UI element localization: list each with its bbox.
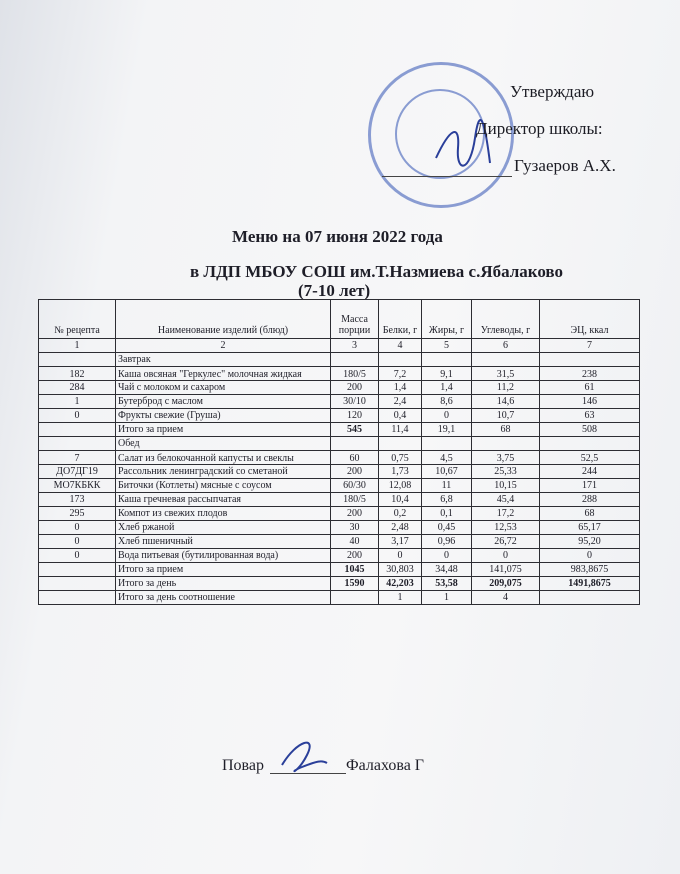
column-number: 1 [39, 339, 116, 353]
energy-value: 288 [540, 493, 640, 507]
carbs-value: 12,53 [472, 521, 540, 535]
subtotal-energy: 983,8675 [540, 563, 640, 577]
subtotal-protein: 11,4 [379, 423, 422, 437]
ratio-fat: 1 [422, 591, 472, 605]
energy-value: 68 [540, 507, 640, 521]
energy-value: 171 [540, 479, 640, 493]
portion-mass: 200 [331, 507, 379, 521]
column-number: 7 [540, 339, 640, 353]
fat-value: 9,1 [422, 367, 472, 381]
director-name: Гузаеров А.Х. [514, 156, 616, 175]
portion-mass: 60 [331, 451, 379, 465]
empty-cell [331, 591, 379, 605]
energy-value: 61 [540, 381, 640, 395]
subtotal-mass: 545 [331, 423, 379, 437]
empty-cell [39, 577, 116, 591]
header-protein: Белки, г [379, 300, 422, 339]
ratio-label: Итого за день соотношение [116, 591, 331, 605]
protein-value: 1,4 [379, 381, 422, 395]
fat-value: 0 [422, 549, 472, 563]
fat-value: 8,6 [422, 395, 472, 409]
column-number: 5 [422, 339, 472, 353]
section-row-breakfast [39, 353, 640, 367]
recipe-code: 0 [39, 535, 116, 549]
recipe-code: 0 [39, 521, 116, 535]
table-row [39, 549, 640, 563]
ratio-protein: 1 [379, 591, 422, 605]
day-total-protein: 42,203 [379, 577, 422, 591]
protein-value: 12,08 [379, 479, 422, 493]
recipe-code: 173 [39, 493, 116, 507]
portion-mass: 60/30 [331, 479, 379, 493]
portion-mass: 180/5 [331, 367, 379, 381]
carbs-value: 17,2 [472, 507, 540, 521]
table-row [39, 367, 640, 381]
protein-value: 0,4 [379, 409, 422, 423]
day-total-mass: 1590 [331, 577, 379, 591]
carbs-value: 3,75 [472, 451, 540, 465]
subtotal-mass: 1045 [331, 563, 379, 577]
energy-value: 238 [540, 367, 640, 381]
portion-mass: 30 [331, 521, 379, 535]
portion-mass: 180/5 [331, 493, 379, 507]
carbs-value: 26,72 [472, 535, 540, 549]
dish-name: Чай с молоком и сахаром [116, 381, 331, 395]
column-number-row [39, 339, 640, 353]
recipe-code: 295 [39, 507, 116, 521]
table-row [39, 479, 640, 493]
subtotal-protein: 30,803 [379, 563, 422, 577]
protein-value: 2,48 [379, 521, 422, 535]
empty-cell [331, 353, 379, 367]
protein-value: 1,73 [379, 465, 422, 479]
carbs-value: 14,6 [472, 395, 540, 409]
subtotal-label: Итого за прием [116, 423, 331, 437]
table-row [39, 381, 640, 395]
dish-name: Каша гречневая рассыпчатая [116, 493, 331, 507]
recipe-code: 182 [39, 367, 116, 381]
protein-value: 3,17 [379, 535, 422, 549]
table-row [39, 409, 640, 423]
recipe-code: МО7КБКК [39, 479, 116, 493]
empty-cell [379, 437, 422, 451]
cook-signature [272, 735, 332, 775]
dish-name: Хлеб ржаной [116, 521, 331, 535]
ratio-row [39, 591, 640, 605]
energy-value: 52,5 [540, 451, 640, 465]
empty-cell [331, 437, 379, 451]
table-row [39, 493, 640, 507]
header-fat: Жиры, г [422, 300, 472, 339]
column-number: 6 [472, 339, 540, 353]
header-carbs: Углеводы, г [472, 300, 540, 339]
fat-value: 10,67 [422, 465, 472, 479]
empty-cell [472, 437, 540, 451]
fat-value: 0 [422, 409, 472, 423]
energy-value: 65,17 [540, 521, 640, 535]
day-total-energy: 1491,8675 [540, 577, 640, 591]
dish-name: Биточки (Котлеты) мясные с соусом [116, 479, 331, 493]
recipe-code: 0 [39, 409, 116, 423]
dish-name: Вода питьевая (бутилированная вода) [116, 549, 331, 563]
header-recipe-no: № рецепта [39, 300, 116, 339]
portion-mass: 200 [331, 465, 379, 479]
protein-value: 0,2 [379, 507, 422, 521]
empty-cell [39, 591, 116, 605]
empty-cell [379, 353, 422, 367]
recipe-code: 0 [39, 549, 116, 563]
carbs-value: 11,2 [472, 381, 540, 395]
empty-cell [39, 437, 116, 451]
carbs-value: 0 [472, 549, 540, 563]
recipe-code: 1 [39, 395, 116, 409]
table-row [39, 507, 640, 521]
empty-cell [422, 353, 472, 367]
dish-name: Рассольник ленинградский со сметаной [116, 465, 331, 479]
portion-mass: 200 [331, 549, 379, 563]
empty-cell [540, 591, 640, 605]
empty-cell [472, 353, 540, 367]
protein-value: 0 [379, 549, 422, 563]
column-number: 4 [379, 339, 422, 353]
section-row-lunch [39, 437, 640, 451]
day-total-fat: 53,58 [422, 577, 472, 591]
fat-value: 1,4 [422, 381, 472, 395]
empty-cell [39, 563, 116, 577]
empty-cell [422, 437, 472, 451]
recipe-code: ДО7ДГ19 [39, 465, 116, 479]
energy-value: 63 [540, 409, 640, 423]
table-row [39, 521, 640, 535]
section-label: Завтрак [116, 353, 331, 367]
director-label: Директор школы: [476, 119, 603, 138]
protein-value: 10,4 [379, 493, 422, 507]
portion-mass: 200 [331, 381, 379, 395]
energy-value: 0 [540, 549, 640, 563]
header-energy: ЭЦ, ккал [540, 300, 640, 339]
recipe-code: 284 [39, 381, 116, 395]
table-row [39, 395, 640, 409]
empty-cell [39, 353, 116, 367]
subtotal-carbs: 141,075 [472, 563, 540, 577]
ratio-carbs: 4 [472, 591, 540, 605]
portion-mass: 40 [331, 535, 379, 549]
subtotal-energy: 508 [540, 423, 640, 437]
menu-table [38, 299, 640, 605]
fat-value: 0,96 [422, 535, 472, 549]
subtotal-label: Итого за прием [116, 563, 331, 577]
energy-value: 95,20 [540, 535, 640, 549]
cook-name: Фалахова Г [346, 757, 425, 774]
carbs-value: 31,5 [472, 367, 540, 381]
dish-name: Хлеб пшеничный [116, 535, 331, 549]
day-total-carbs: 209,075 [472, 577, 540, 591]
menu-subtitle: в ЛДП МБОУ СОШ им.Т.Назмиева с.Ябалаково [190, 262, 563, 281]
table-row [39, 451, 640, 465]
dish-name: Фрукты свежие (Груша) [116, 409, 331, 423]
fat-value: 4,5 [422, 451, 472, 465]
section-label: Обед [116, 437, 331, 451]
energy-value: 146 [540, 395, 640, 409]
table-row [39, 465, 640, 479]
fat-value: 6,8 [422, 493, 472, 507]
empty-cell [540, 353, 640, 367]
portion-mass: 30/10 [331, 395, 379, 409]
subtotal-fat: 34,48 [422, 563, 472, 577]
day-total-row [39, 577, 640, 591]
fat-value: 11 [422, 479, 472, 493]
column-number: 2 [116, 339, 331, 353]
menu-title: Меню на 07 июня 2022 года [232, 227, 443, 246]
protein-value: 2,4 [379, 395, 422, 409]
subtotal-fat: 19,1 [422, 423, 472, 437]
table-header-row [39, 300, 640, 339]
header-portion-mass: Масса порции [331, 300, 379, 339]
cook-label: Повар [222, 757, 264, 774]
dish-name: Каша овсяная "Геркулес" молочная жидкая [116, 367, 331, 381]
carbs-value: 45,4 [472, 493, 540, 507]
portion-mass: 120 [331, 409, 379, 423]
signature-line [382, 176, 512, 177]
dish-name: Бутерброд с маслом [116, 395, 331, 409]
empty-cell [39, 423, 116, 437]
energy-value: 244 [540, 465, 640, 479]
fat-value: 0,45 [422, 521, 472, 535]
protein-value: 0,75 [379, 451, 422, 465]
carbs-value: 10,15 [472, 479, 540, 493]
table-row [39, 535, 640, 549]
subtotal-row-lunch [39, 563, 640, 577]
menu-age-group: (7-10 лет) [298, 281, 371, 300]
dish-name: Компот из свежих плодов [116, 507, 331, 521]
approve-label: Утверждаю [510, 82, 595, 101]
fat-value: 0,1 [422, 507, 472, 521]
dish-name: Салат из белокочанной капусты и свеклы [116, 451, 331, 465]
subtotal-carbs: 68 [472, 423, 540, 437]
header-dish-name: Наименование изделий (блюд) [116, 300, 331, 339]
recipe-code: 7 [39, 451, 116, 465]
carbs-value: 25,33 [472, 465, 540, 479]
carbs-value: 10,7 [472, 409, 540, 423]
empty-cell [540, 437, 640, 451]
cook-signature-line [270, 773, 346, 774]
subtotal-row-breakfast [39, 423, 640, 437]
day-total-label: Итого за день [116, 577, 331, 591]
protein-value: 7,2 [379, 367, 422, 381]
column-number: 3 [331, 339, 379, 353]
